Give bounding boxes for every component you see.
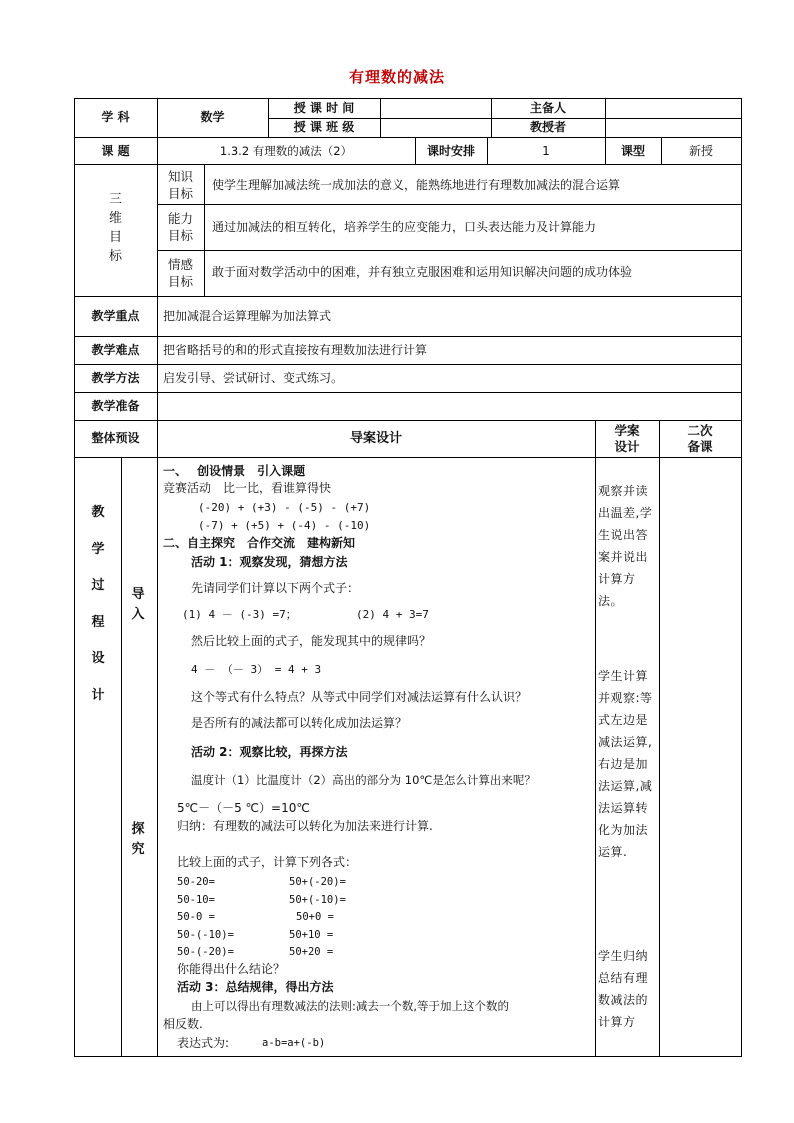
stage-explore-label [128, 820, 148, 860]
activity1-line1: 先请同学们计算以下两个式子： [191, 581, 360, 595]
compare-left-item: 50-20= [177, 876, 215, 888]
methods-label: 教学方法 [91, 371, 140, 385]
stage-char: 探 [131, 822, 145, 837]
second-prep-line: 二次 [687, 423, 713, 438]
section1-title: 一、 创设情景 引入课题 [163, 464, 306, 478]
second-prep-line: 备课 [687, 439, 713, 454]
compare-right-item: 50+(-20)= [289, 876, 346, 888]
stage-char: 究 [131, 842, 145, 857]
subject-label: 学 科 [101, 110, 130, 124]
activity3-expr: a-b=a+(-b) [262, 1037, 326, 1049]
stage-char: 导 [131, 587, 145, 602]
subject-value: 数学 [200, 110, 225, 124]
study-note-3: 学生归纳总结有理数减法的计算方 [598, 949, 649, 1029]
activity1-expr-a: (1) 4 － (-3) =7； [182, 608, 297, 621]
topic-value: 1.3.2 有理数的减法（2） [219, 144, 353, 158]
compare-right-item: 50+20 = [289, 946, 334, 958]
ability-goal-text: 通过加减法的相互转化，培养学生的应变能力，口头表达能力及计算能力 [212, 220, 597, 234]
goal-label-line: 目标 [167, 274, 193, 289]
activity1-expr-b: (2) 4 + 3=7 [356, 608, 429, 621]
overall-label: 整体预设 [91, 431, 140, 445]
compare-right-item: 50+0 = [296, 911, 334, 923]
process-char: 教 [91, 505, 105, 520]
compare-right-list [289, 874, 346, 962]
activity3-line2: 相反数. [163, 1017, 203, 1031]
compare-left-item: 50-(-20)= [177, 946, 234, 958]
section1-line1: 竞赛活动 比一比，看谁算得快 [163, 481, 332, 495]
knowledge-goal-label [157, 168, 204, 202]
compare-left-item: 50-(-10)= [177, 928, 234, 941]
time-label: 授 课 时 间 [293, 101, 355, 115]
compare-left-item: 50-0 = [177, 911, 215, 923]
compare-left-item: 50-10= [177, 893, 215, 906]
knowledge-goal-text: 使学生理解加减法统一成加法的意义，能熟练地进行有理数加减法的混合运算 [212, 178, 621, 192]
schedule-value: 1 [542, 144, 550, 158]
process-char: 程 [91, 614, 105, 630]
emotion-goal-label [157, 256, 204, 290]
type-label: 课型 [620, 144, 645, 158]
schedule-label: 课时安排 [426, 144, 475, 158]
key-points-label: 教学重点 [91, 309, 140, 323]
goal-label-line: 能力 [167, 211, 193, 226]
methods-text: 启发引导、尝试研讨、变式练习。 [163, 371, 344, 385]
topic-label: 课 题 [101, 144, 130, 158]
process-char: 设 [91, 651, 105, 666]
activity1-title: 活动 1：观察发现，猜想方法 [191, 555, 348, 569]
goals-label-char: 三 [108, 192, 122, 207]
goal-label-line: 知识 [167, 169, 193, 184]
difficulties-label: 教学难点 [91, 343, 140, 357]
stage-char: 入 [131, 607, 145, 622]
activity1-line3: 这个等式有什么特点？从等式中同学们对减法运算有什么认识？ [191, 690, 528, 704]
compare-right-item: 50+(-10)= [289, 893, 346, 906]
activity2-summary: 归纳：有理数的减法可以转化为加法来进行计算. [177, 819, 433, 833]
difficulties-text: 把省略括号的和的形式直接按有理数加法进行计算 [163, 343, 428, 357]
goal-label-line: 目标 [167, 228, 193, 243]
study-note-1: 观察并读出温差,学生说出答案并说出计算方法。 [598, 484, 653, 608]
process-label [88, 495, 108, 714]
study-note-2: 学生计算并观察:等式左边是减法运算,右边是加法运算,减法运算转化为加法运算. [598, 669, 653, 859]
key-points-text: 把加减混合运算理解为加法算式 [163, 309, 332, 323]
preparation-label: 教学准备 [91, 399, 140, 413]
goal-label-line: 目标 [167, 186, 193, 201]
process-char: 计 [91, 687, 105, 703]
activity3-expr-label: 表达式为: [177, 1036, 230, 1050]
goals-label-char: 标 [108, 249, 122, 264]
compare-right-item: 50+10 = [289, 928, 334, 941]
activity3-line1: 由上可以得出有理数减法的法则:减去一个数,等于加上这个数的 [191, 999, 510, 1013]
section1-expr2: (-7) + (+5) + (-4) - (-10) [198, 519, 371, 532]
activity2-expr: 5℃－（－5 ℃）=10℃ [177, 801, 310, 815]
goal-label-line: 情感 [167, 257, 193, 272]
guide-design-label: 导案设计 [349, 431, 402, 446]
goals-label-char: 目 [108, 230, 122, 245]
stage-intro-label [128, 585, 148, 625]
process-char: 学 [91, 541, 105, 557]
preparer-label: 主备人 [529, 101, 566, 115]
section2-title: 二、自主探究 合作交流 建构新知 [163, 536, 356, 550]
compare-left-list [177, 874, 234, 962]
study-design-line: 设计 [614, 439, 640, 454]
type-value: 新授 [688, 144, 713, 158]
activity3-title: 活动 3：总结规律，得出方法 [177, 980, 334, 994]
second-prep-label [659, 423, 741, 455]
section1-expr1: (-20) + (+3) - (-5) - (+7) [198, 501, 371, 514]
ability-goal-label [157, 210, 204, 244]
class-label: 授 课 班 级 [293, 120, 355, 134]
goals-label-char: 维 [108, 211, 122, 226]
goals-label [74, 190, 157, 266]
study-design-label [595, 423, 659, 455]
compare-title: 比较上面的式子，计算下列各式： [177, 855, 358, 869]
activity2-title: 活动 2：观察比较，再探方法 [191, 745, 348, 759]
activity1-equation: 4 － （－ 3） = 4 + 3 [191, 663, 322, 676]
activity2-line1: 温度计（1）比温度计（2）高出的部分为 10℃是怎么计算出来呢？ [191, 773, 536, 787]
page-title: 有理数的减法 [348, 68, 445, 86]
study-design-line: 学案 [614, 423, 640, 438]
activity1-line4: 是否所有的减法都可以转化成加法运算？ [191, 716, 408, 730]
emotion-goal-text: 敢于面对数学活动中的困难，并有独立克服困难和运用知识解决问题的成功体验 [212, 265, 633, 279]
teacher-label: 教授者 [529, 120, 566, 134]
process-char: 过 [91, 578, 105, 593]
activity1-line2: 然后比较上面的式子，能发现其中的规律吗？ [191, 634, 432, 648]
conclusion-question: 你能得出什么结论？ [177, 962, 286, 976]
